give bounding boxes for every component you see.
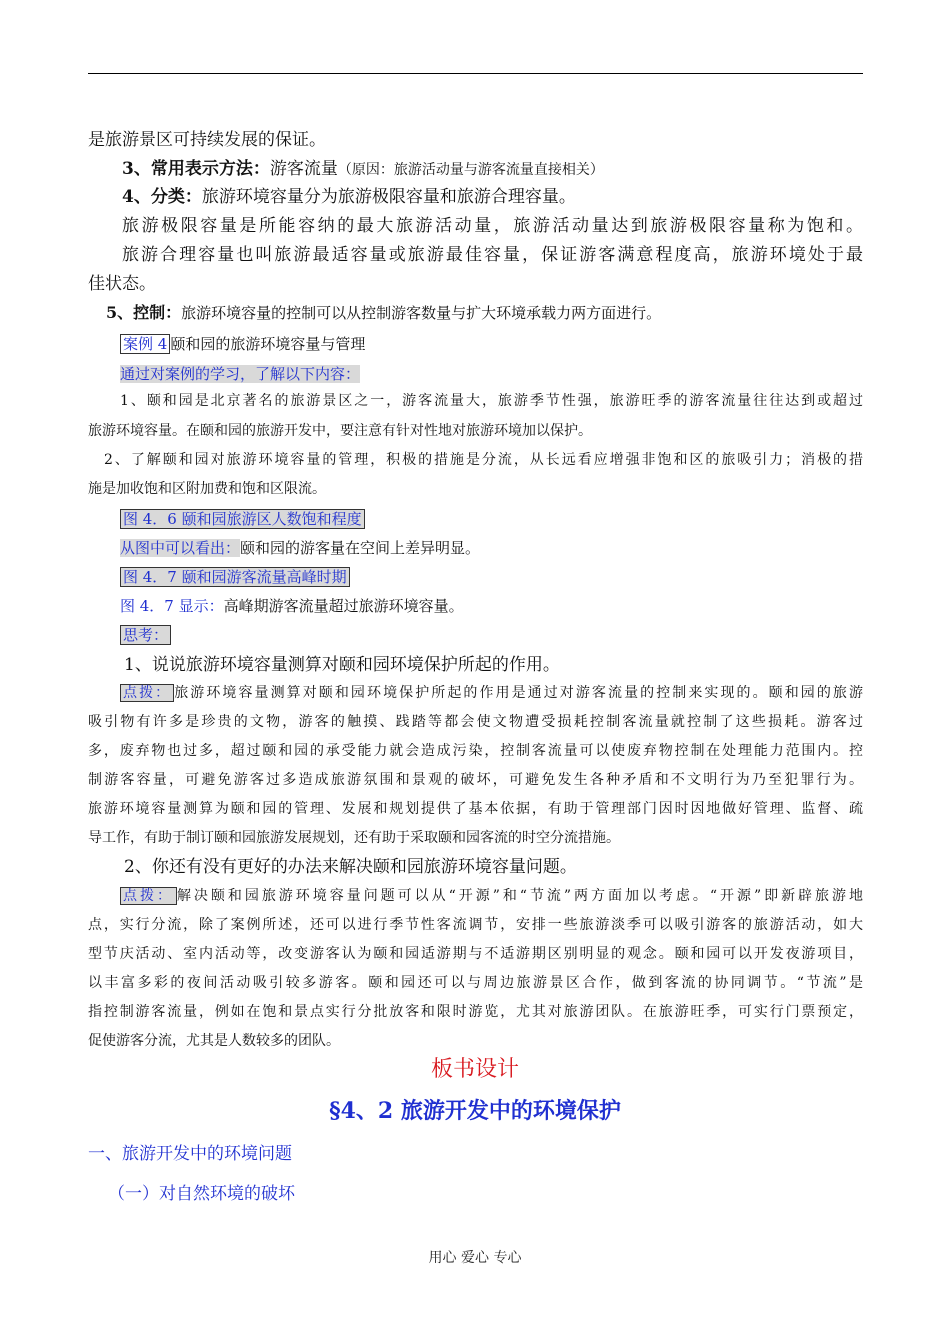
answer-2-line-6: 促使游客分流，尤其是人数较多的团队。: [88, 1033, 340, 1049]
case-item-1-cont: 旅游环境容量。在颐和园的旅游开发中，要注意有针对性地对旅游环境加以保护。: [88, 423, 592, 439]
figure-4-6-note: 从图中可以看出：颐和园的游客量在空间上差异明显。: [120, 539, 481, 557]
outline-heading-1: 一、旅游开发中的环境问题: [88, 1144, 292, 1164]
figure-4-7-label: 图 4．7 颐和园游客流量高峰时期: [120, 564, 863, 590]
answer-1-line-3: 多，废弃物也过多，超过颐和园的承受能力就会造成污染，控制客流量可以使废弃物控制在处理能力范围内。控: [88, 743, 863, 759]
para-reasonable-cont: 佳状态。: [88, 274, 156, 294]
para-limit: 旅游极限容量是所能容纳的最大旅游活动量，旅游活动量达到旅游极限容量称为饱和。: [122, 216, 863, 236]
para-classification: 4、分类：旅游环境容量分为旅游极限容量和旅游合理容量。: [122, 187, 576, 207]
answer-2-line-4: 以丰富多彩的夜间活动吸引较多游客。颐和园还可以与周边旅游景区合作，做到客流的协同调节。“节流”是: [88, 975, 863, 991]
outline-heading-2: （一）对自然环境的破坏: [108, 1184, 295, 1204]
answer-2-line-2: 点，实行分流，除了案例所述，还可以进行季节性客流调节，安排一些旅游淡季可以吸引游客的旅游活动，如大: [88, 917, 863, 933]
para-control: 5、控制：旅游环境容量的控制可以从控制游客数量与扩大环境承载力两方面进行。: [106, 303, 662, 322]
answer-2-line-3: 型节庆活动、室内活动等，改变游客认为颐和园适游期与不适游期区别明显的观念。颐和园可以开发夜游项目，: [88, 946, 863, 962]
answer-2-line-1: 点拨： 解决颐和园旅游环境容量问题可以从“开源”和“节流”两方面加以考虑。“开源”即新辟旅游地: [120, 884, 863, 908]
answer-1-line-4: 制游客容量，可避免游客过多造成旅游氛围和景观的破坏，可避免发生各种矛盾和不文明行为乃至犯罪行为。: [88, 772, 863, 788]
tip-label-2: 点拨：: [120, 887, 177, 905]
case-item-2: 2、了解颐和园对旅游环境容量的管理，积极的措施是分流，从长远看应增强非饱和区的旅吸引力；消极的措: [104, 452, 863, 468]
answer-1-line-2: 吸引物有许多是珍贵的文物，游客的触摸、践踏等都会使文物遭受损耗控制客流量就控制了这些损耗。游客过: [88, 714, 863, 730]
question-1: 1、说说旅游环境容量测算对颐和园环境保护所起的作用。: [124, 655, 560, 675]
case-heading: 案例 4 颐和园的旅游环境容量与管理: [120, 331, 863, 357]
case-item-2-cont: 施是加收饱和区附加费和饱和区限流。: [88, 481, 326, 497]
case-tag: 案例 4: [120, 334, 170, 354]
figure-4-7-note: 图 4．7 显示：高峰期游客流量超过旅游环境容量。: [120, 597, 464, 615]
case-item-1: 1、颐和园是北京著名的旅游景区之一，游客流量大，旅游季节性强，旅游旺季的游客流量往往达到或超过: [120, 393, 863, 409]
think-label: 思考：: [120, 622, 863, 648]
answer-1-line-1: 点拨： 旅游环境容量测算对颐和园环境保护所起的作用是通过对游客流量的控制来实现的。颐和园的旅游: [120, 681, 863, 705]
header-rule: [88, 73, 863, 74]
para-reasonable: 旅游合理容量也叫旅游最适容量或旅游最佳容量，保证游客满意程度高，旅游环境处于最: [122, 245, 863, 265]
figure-4-6-label: 图 4．6 颐和园旅游区人数饱和程度: [120, 506, 863, 532]
section-title: §4、2 旅游开发中的环境保护: [329, 1098, 621, 1124]
case-intro: 通过对案例的学习，了解以下内容：: [120, 365, 361, 383]
answer-2-line-5: 指控制游客流量，例如在饱和景点实行分批放客和限时游览，尤其对旅游团队。在旅游旺季，可实行门票预定，: [88, 1004, 863, 1020]
board-design-title: 板书设计: [430, 1057, 519, 1082]
para-end: 是旅游景区可持续发展的保证。: [88, 130, 326, 150]
question-2: 2、你还有没有更好的办法来解决颐和园旅游环境容量问题。: [124, 857, 577, 877]
tip-label-1: 点拨：: [120, 684, 174, 702]
answer-1-line-6: 导工作，有助于制订颐和园旅游发展规划，还有助于采取颐和园客流的时空分流措施。: [88, 830, 620, 846]
answer-1-line-5: 旅游环境容量测算为颐和园的管理、发展和规划提供了基本依据，有助于管理部门因时因地做好管理、监督、疏: [88, 801, 863, 817]
page-footer: 用心 爱心 专心: [428, 1250, 522, 1266]
para-method: 3、常用表示方法：游客流量（原因：旅游活动量与游客流量直接相关）: [122, 159, 604, 179]
